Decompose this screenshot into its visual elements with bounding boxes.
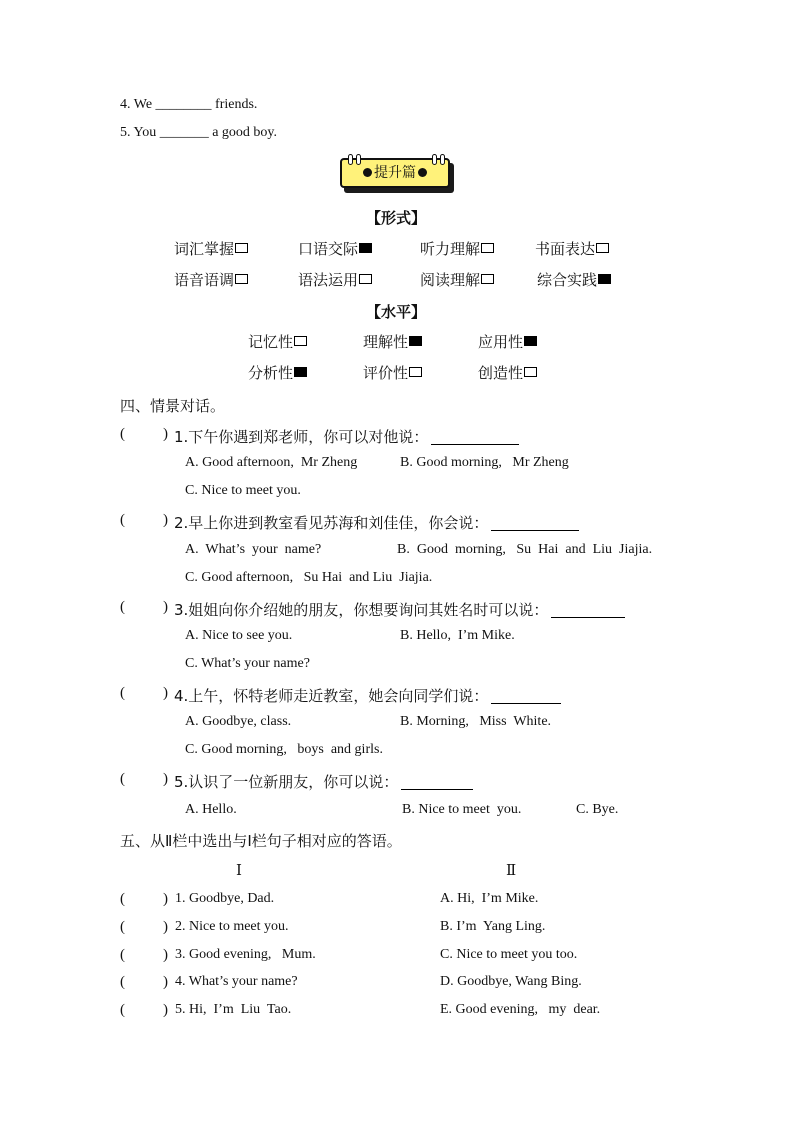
checkbox-item[interactable] xyxy=(174,269,248,290)
checkbox-item[interactable] xyxy=(298,269,372,290)
checkbox-item[interactable] xyxy=(420,238,494,259)
checkbox-item[interactable] xyxy=(478,362,537,383)
unchecked-box-icon[interactable] xyxy=(409,367,422,377)
checkbox-label: 分析性 xyxy=(248,364,294,382)
answer-paren-open[interactable]: ( xyxy=(120,599,125,615)
answer-paren-open[interactable]: ( xyxy=(120,771,125,787)
answer-option: A. Nice to see you. xyxy=(185,628,293,643)
match-right-item: C. Nice to meet you too. xyxy=(440,947,578,962)
level-title: 【水平】 xyxy=(366,303,427,321)
checkbox-label: 理解性 xyxy=(363,333,409,351)
answer-option: A. Goodbye, class. xyxy=(185,714,292,729)
section-4-title: 四、情景对话。 xyxy=(120,397,226,415)
answer-paren-close: ) xyxy=(163,771,168,787)
form-title: 【形式】 xyxy=(366,209,427,227)
column-1-header: Ⅰ xyxy=(236,863,242,879)
answer-option: C. Nice to meet you. xyxy=(185,483,301,498)
answer-option: B. Good morning, Su Hai and Liu Jiajia. xyxy=(397,542,653,557)
checkbox-label: 书面表达 xyxy=(535,240,596,258)
answer-paren-close: ) xyxy=(163,974,168,990)
match-right-item: A. Hi, I’m Mike. xyxy=(440,891,539,906)
answer-paren-close: ) xyxy=(163,599,168,615)
checkbox-item[interactable] xyxy=(298,238,372,259)
unchecked-box-icon[interactable] xyxy=(481,274,494,284)
question-stem-text: 3.姐姐向你介绍她的朋友，你想要询问其姓名时可以说： xyxy=(174,601,549,619)
answer-paren-close: ) xyxy=(163,919,168,935)
answer-option: C. What’s your name? xyxy=(185,656,310,671)
answer-paren-open[interactable]: ( xyxy=(120,426,125,442)
answer-paren-close: ) xyxy=(163,685,168,701)
badge-label: 提升篇 xyxy=(374,165,416,181)
question-stem-text: 5.认识了一位新朋友，你可以说： xyxy=(174,773,399,791)
answer-option: B. Nice to meet you. xyxy=(402,802,522,817)
checked-box-icon[interactable] xyxy=(359,243,372,253)
question-stem xyxy=(174,685,561,706)
answer-blank[interactable] xyxy=(431,430,519,445)
match-right-item: E. Good evening, my dear. xyxy=(440,1002,601,1017)
answer-paren-open[interactable]: ( xyxy=(120,512,125,528)
answer-blank[interactable] xyxy=(401,775,473,790)
answer-option: A. What’s your name? xyxy=(185,542,322,557)
unchecked-box-icon[interactable] xyxy=(359,274,372,284)
unchecked-box-icon[interactable] xyxy=(524,367,537,377)
bullet-dot-icon xyxy=(363,168,372,177)
checkbox-item[interactable] xyxy=(174,238,248,259)
question-stem xyxy=(174,426,519,447)
answer-paren-open[interactable]: ( xyxy=(120,919,125,935)
checkbox-label: 词汇掌握 xyxy=(174,240,235,258)
answer-option: C. Bye. xyxy=(576,802,619,817)
checkbox-label: 综合实践 xyxy=(537,271,598,289)
checkbox-label: 评价性 xyxy=(363,364,409,382)
answer-option: B. Hello, I’m Mike. xyxy=(400,628,515,643)
answer-paren-open[interactable]: ( xyxy=(120,1002,125,1018)
answer-paren-open[interactable]: ( xyxy=(120,974,125,990)
checkbox-label: 应用性 xyxy=(478,333,524,351)
checkbox-label: 语音语调 xyxy=(174,271,235,289)
section-badge xyxy=(340,158,456,194)
checkbox-item[interactable] xyxy=(248,331,307,352)
match-right-item: D. Goodbye, Wang Bing. xyxy=(440,974,582,989)
answer-paren-close: ) xyxy=(163,426,168,442)
section-5-title: 五、从Ⅱ栏中选出与Ⅰ栏句子相对应的答语。 xyxy=(120,832,402,850)
match-left-item: 5. Hi, I’m Liu Tao. xyxy=(175,1002,292,1017)
question-stem xyxy=(174,512,579,533)
question-5-you-good-boy: 5. You _______ a good boy. xyxy=(120,125,277,140)
checkbox-label: 语法运用 xyxy=(298,271,359,289)
checkbox-item[interactable] xyxy=(363,362,422,383)
checkbox-label: 阅读理解 xyxy=(420,271,481,289)
binder-ring-icon xyxy=(432,154,437,165)
match-left-item: 2. Nice to meet you. xyxy=(175,919,289,934)
answer-option: A. Good afternoon, Mr Zheng xyxy=(185,455,358,470)
checkbox-label: 口语交际 xyxy=(298,240,359,258)
answer-paren-open[interactable]: ( xyxy=(120,947,125,963)
checkbox-item[interactable] xyxy=(535,238,609,259)
answer-option: A. Hello. xyxy=(185,802,237,817)
question-stem-text: 4.上午，怀特老师走近教室，她会向同学们说： xyxy=(174,687,489,705)
checkbox-label: 记忆性 xyxy=(248,333,294,351)
checked-box-icon[interactable] xyxy=(409,336,422,346)
answer-paren-open[interactable]: ( xyxy=(120,891,125,907)
checked-box-icon[interactable] xyxy=(524,336,537,346)
checkbox-item[interactable] xyxy=(478,331,537,352)
match-left-item: 3. Good evening, Mum. xyxy=(175,947,316,962)
checkbox-item[interactable] xyxy=(363,331,422,352)
unchecked-box-icon[interactable] xyxy=(596,243,609,253)
answer-paren-close: ) xyxy=(163,947,168,963)
question-stem xyxy=(174,599,625,620)
answer-option: C. Good morning, boys and girls. xyxy=(185,742,383,757)
answer-paren-open[interactable]: ( xyxy=(120,685,125,701)
checkbox-label: 创造性 xyxy=(478,364,524,382)
question-4-we-friends: 4. We ________ friends. xyxy=(120,97,258,112)
unchecked-box-icon[interactable] xyxy=(235,243,248,253)
answer-blank[interactable] xyxy=(551,603,625,618)
answer-blank[interactable] xyxy=(491,516,579,531)
answer-option: C. Good afternoon, Su Hai and Liu Jiajia. xyxy=(185,570,433,585)
checkbox-item[interactable] xyxy=(248,362,307,383)
checkbox-label: 听力理解 xyxy=(420,240,481,258)
badge-body xyxy=(340,158,450,188)
question-stem-text: 1.下午你遇到郑老师，你可以对他说： xyxy=(174,428,429,446)
answer-paren-close: ) xyxy=(163,1002,168,1018)
checked-box-icon[interactable] xyxy=(598,274,611,284)
binder-ring-icon xyxy=(356,154,361,165)
match-right-item: B. I’m Yang Ling. xyxy=(440,919,546,934)
checkbox-item[interactable] xyxy=(537,269,611,290)
match-left-item: 4. What’s your name? xyxy=(175,974,298,989)
question-stem-text: 2.早上你进到教室看见苏海和刘佳佳，你会说： xyxy=(174,514,489,532)
column-2-header: Ⅱ xyxy=(506,863,517,879)
checked-box-icon[interactable] xyxy=(294,367,307,377)
unchecked-box-icon[interactable] xyxy=(481,243,494,253)
answer-option: B. Morning, Miss White. xyxy=(400,714,552,729)
answer-option: B. Good morning, Mr Zheng xyxy=(400,455,569,470)
match-left-item: 1. Goodbye, Dad. xyxy=(175,891,275,906)
answer-paren-close: ) xyxy=(163,891,168,907)
unchecked-box-icon[interactable] xyxy=(294,336,307,346)
answer-blank[interactable] xyxy=(491,689,561,704)
question-stem xyxy=(174,771,473,792)
binder-ring-icon xyxy=(348,154,353,165)
binder-ring-icon xyxy=(440,154,445,165)
bullet-dot-icon xyxy=(418,168,427,177)
answer-paren-close: ) xyxy=(163,512,168,528)
unchecked-box-icon[interactable] xyxy=(235,274,248,284)
checkbox-item[interactable] xyxy=(420,269,494,290)
